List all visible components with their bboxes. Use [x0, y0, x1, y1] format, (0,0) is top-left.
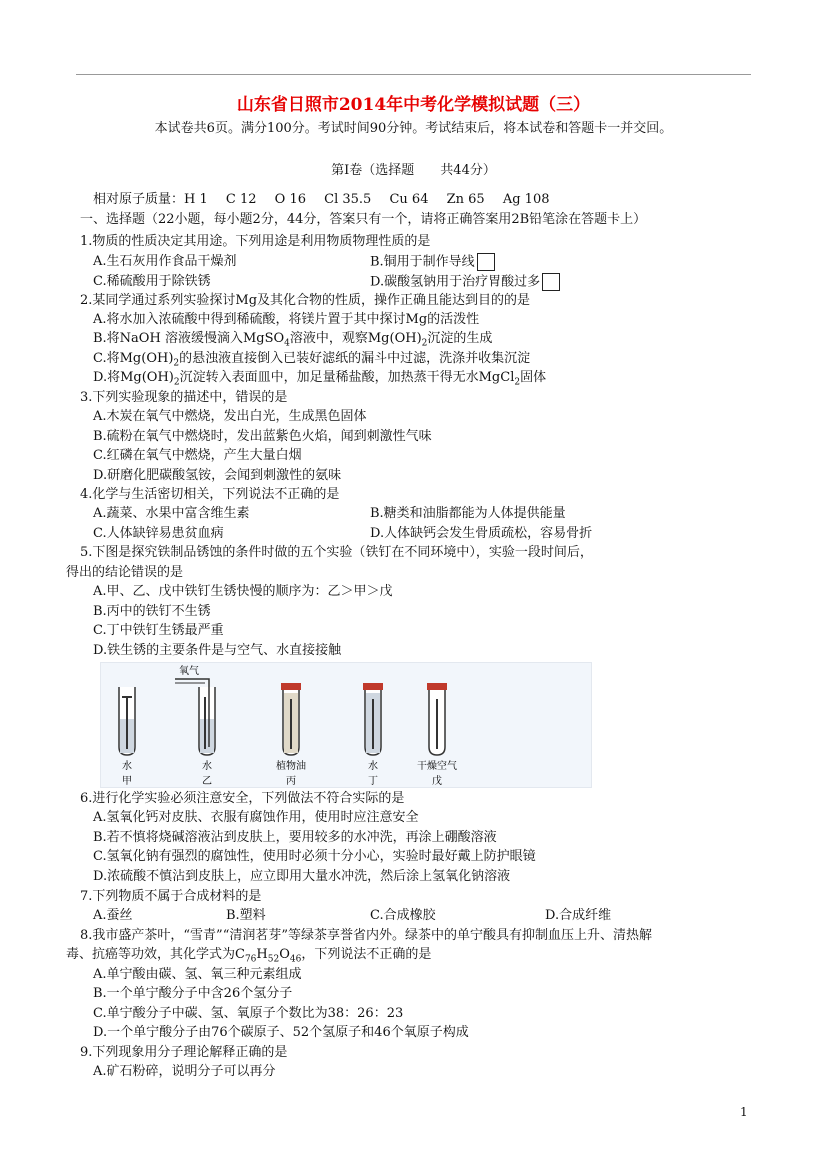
q6-stem: 6.进行化学实验必须注意安全，下列做法不符合实际的是	[80, 791, 405, 806]
q5-option-a: A.甲、乙、戊中铁钉生锈快慢的顺序为：乙＞甲＞戊	[93, 584, 393, 599]
tube-jia	[119, 687, 135, 787]
q3-option-c: C.红磷在氧气中燃烧，产生大量白烟	[93, 448, 302, 463]
q3-option-a: A.木炭在氧气中燃烧，发出白光，生成黑色固体	[93, 409, 367, 424]
q5-option-b: B.丙中的铁钉不生锈	[93, 604, 211, 619]
q6-option-c: C.氢氧化钠有强烈的腐蚀性，使用时必须十分小心，实验时最好戴上防护眼镜	[93, 849, 536, 864]
mass-ag: Ag 108	[502, 192, 550, 207]
q8-stem-line1: 8.我市盛产茶叶，“雪青”“清润茗芽”等绿茶享誉省内外。绿茶中的单宁酸具有抑制血压上升、清热解	[80, 928, 652, 943]
page-number: 1	[740, 1105, 748, 1119]
q3-stem: 3.下列实验现象的描述中，错误的是	[80, 390, 288, 405]
q2-stem: 2.某同学通过系列实验探讨Mg及其化合物的性质，操作正确且能达到目的的是	[80, 293, 531, 308]
q8-option-d: D.一个单宁酸分子由76个碳原子、52个氢原子和46个氧原子构成	[93, 1025, 469, 1040]
exam-title: 山东省日照市2014年中考化学模拟试题（三）	[236, 95, 591, 115]
q2-option-a: A.将水加入浓硫酸中得到稀硫酸，将镁片置于其中探讨Mg的活泼性	[93, 312, 480, 327]
q6-option-d: D.浓硫酸不慎沾到皮肤上，应立即用大量水冲洗，然后涂上氢氧化钠溶液	[93, 869, 511, 884]
q3-option-b: B.硫粉在氧气中燃烧时，发出蓝紫色火焰，闻到刺激性气味	[93, 429, 432, 444]
q4-option-b: B.糖类和油脂都能为人体提供能量	[370, 506, 566, 521]
q1-option-b: B.铜用于制作导线	[370, 253, 495, 272]
q5-stem-line1: 5.下图是探究铁制品锈蚀的条件时做的五个实验（铁钉在不同环境中），实验一段时间后，	[80, 545, 593, 560]
exam-instructions: 本试卷共6页。满分100分。考试时间90分钟。考试结束后，将本试卷和答题卡一并交回。	[154, 121, 673, 136]
q8-stem-line2: 毒、抗癌等功效，其化学式为$C_{76}H_{52}O_{46}$，下列说法不正确的是	[66, 947, 432, 965]
q6-option-b: B.若不慎将烧碱溶液沾到皮肤上，要用较多的水冲洗，再涂上硼酸溶液	[93, 830, 497, 845]
answer-box	[542, 273, 560, 291]
q8-option-b: B.一个单宁酸分子中含26个氢分子	[93, 986, 293, 1001]
svg-text:丙: 丙	[286, 776, 296, 787]
section-title: 第Ⅰ卷（选择题 共44分）	[331, 163, 496, 178]
tube-yi	[175, 664, 215, 787]
q8-option-a: A.单宁酸由碳、氢、氧三种元素组成	[93, 967, 302, 982]
tube-bing	[276, 683, 306, 787]
q5-stem-line2: 得出的结论错误的是	[66, 565, 184, 580]
q1-stem: 1.物质的性质决定其用途。下列用途是利用物质物理性质的是	[80, 234, 431, 249]
q7-option-b: B.塑料	[226, 908, 266, 923]
mass-cl: Cl 35.5	[324, 192, 372, 207]
test-tube-diagram	[101, 663, 591, 787]
q4-option-c: C.人体缺锌易患贫血病	[93, 526, 224, 541]
q7-option-d: D.合成纤维	[545, 908, 612, 923]
svg-text:干燥空气: 干燥空气	[417, 761, 457, 772]
q9-option-a: A.矿石粉碎，说明分子可以再分	[93, 1064, 276, 1079]
mass-h: 相对原子质量：H 1	[93, 192, 208, 207]
q3-option-d: D.研磨化肥碳酸氢铵，会闻到刺激性的氨味	[93, 468, 342, 483]
q5-option-d: D.铁生锈的主要条件是与空气、水直接接触	[93, 643, 342, 658]
mass-c: C 12	[225, 192, 257, 207]
q9-stem: 9.下列现象用分子理论解释正确的是	[80, 1045, 288, 1060]
q7-option-c: C.合成橡胶	[370, 908, 436, 923]
q1-option-d: D.碳酸氢钠用于治疗胃酸过多	[370, 273, 560, 292]
q2-option-b: B.将NaOH 溶液缓慢滴入MgSO$_4$溶液中，观察$Mg(OH)_2$沉淀的生成	[93, 331, 493, 349]
part-intro: 一、选择题（22小题，每小题2分，44分，答案只有一个，请将正确答案用2B铅笔涂在答题卡上）	[80, 212, 647, 227]
atomic-masses	[93, 191, 564, 209]
svg-text:水: 水	[122, 761, 132, 772]
header-rule	[76, 74, 751, 75]
svg-text:戊: 戊	[432, 776, 442, 787]
mass-o: O 16	[274, 192, 306, 207]
tube-ding	[363, 683, 383, 787]
svg-text:水: 水	[202, 761, 212, 772]
svg-text:甲: 甲	[122, 776, 132, 787]
svg-text:丁: 丁	[368, 776, 378, 787]
q4-option-d: D.人体缺钙会发生骨质疏松，容易骨折	[370, 526, 593, 541]
q1-option-a: A.生石灰用作食品干燥剂	[93, 254, 237, 269]
tube-wu	[417, 683, 457, 787]
mass-zn: Zn 65	[446, 192, 485, 207]
q7-option-a: A.蚕丝	[93, 908, 133, 923]
oxygen-label: 氧气	[179, 666, 199, 677]
svg-text:乙: 乙	[202, 776, 212, 787]
mass-cu: Cu 64	[389, 192, 429, 207]
q2-option-d: D.将$Mg(OH)_2$沉淀转入表面皿中，加足量稀盐酸，加热蒸干得无水MgCl$_2$固体	[93, 370, 547, 388]
svg-text:水: 水	[368, 761, 378, 772]
q5-option-c: C.丁中铁钉生锈最严重	[93, 623, 224, 638]
q4-option-a: A.蔬菜、水果中富含维生素	[93, 506, 250, 521]
q7-stem: 7.下列物质不属于合成材料的是	[80, 889, 262, 904]
q1-option-c: C.稀硫酸用于除铁锈	[93, 274, 211, 289]
q6-option-a: A.氢氧化钙对皮肤、衣服有腐蚀作用，使用时应注意安全	[93, 810, 419, 825]
q4-stem: 4.化学与生活密切相关，下列说法不正确的是	[80, 487, 340, 502]
q8-option-c: C.单宁酸分子中碳、氢、氧原子个数比为38：26：23	[93, 1006, 404, 1021]
svg-text:植物油: 植物油	[276, 761, 306, 772]
q2-option-c: C.将$Mg(OH)_2$的悬浊液直接倒入已装好滤纸的漏斗中过滤，洗涤并收集沉淀	[93, 351, 531, 369]
answer-box	[477, 253, 495, 271]
rust-experiment-figure	[100, 662, 592, 788]
